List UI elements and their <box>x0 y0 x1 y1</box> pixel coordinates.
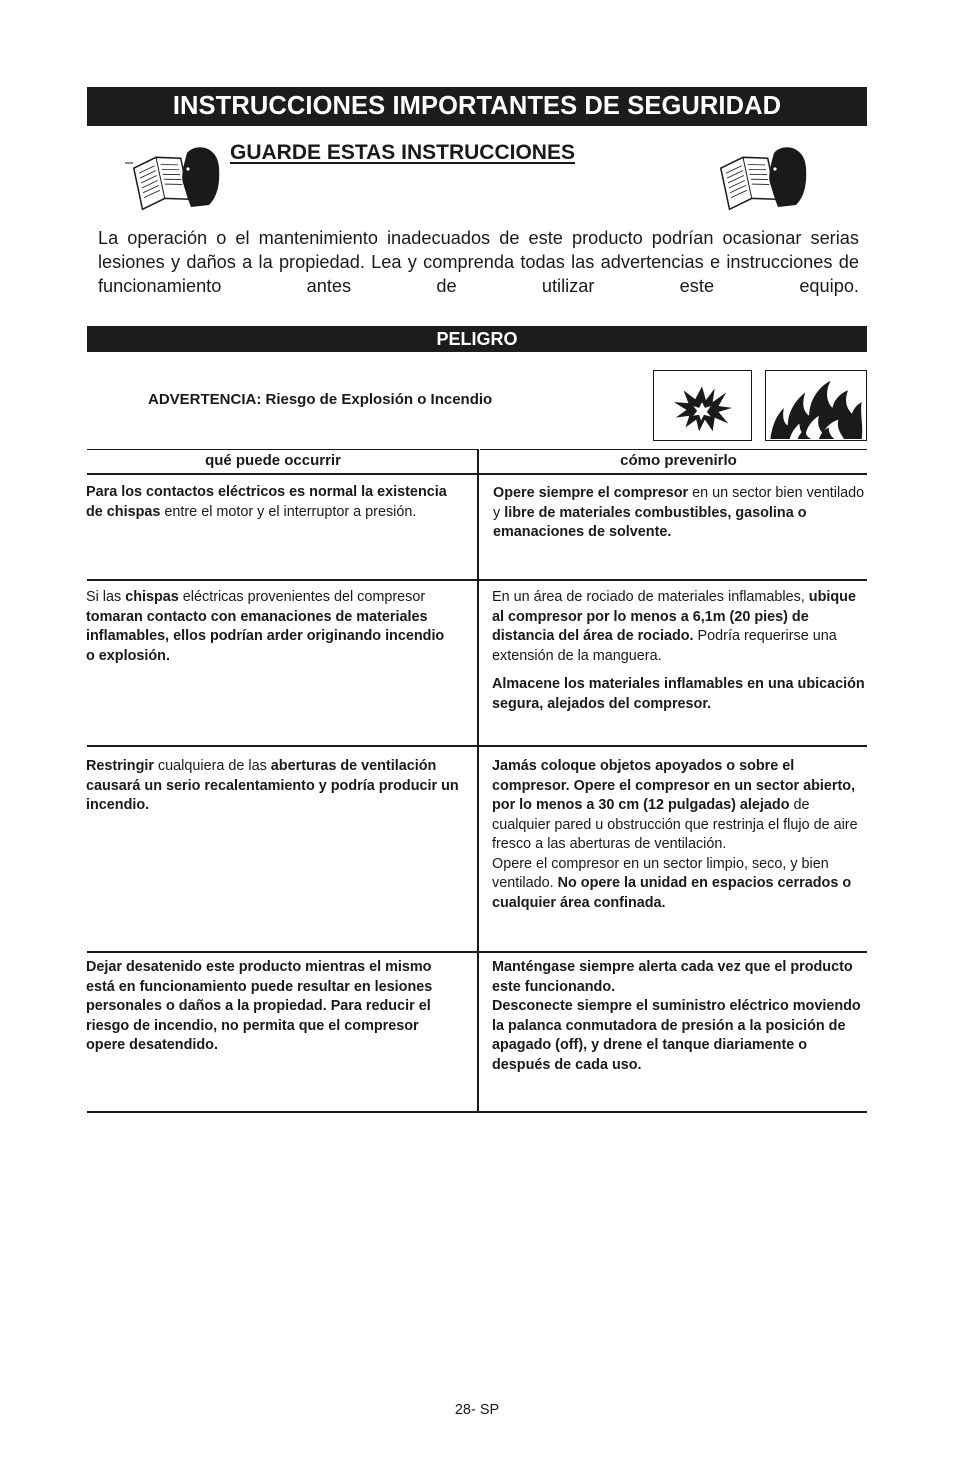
table-cell-paragraph <box>86 483 466 522</box>
table-cell-paragraph <box>86 588 456 666</box>
bold-text: Manténgase siempre alerta cada vez que el producto este funcionando. <box>492 959 853 995</box>
text-run: eléctricas provenientes del compresor <box>178 589 426 605</box>
bold-text: libre de materiales combustibles, gasolina o emanaciones de solvente. <box>493 504 807 540</box>
bold-text: Jamás coloque objetos apoyados o sobre el compresor. Opere el compresor en un sector abierto, por lo menos a 30 cm (12 pulgadas) alejado <box>492 758 856 813</box>
table-cell-paragraph <box>86 958 461 1056</box>
text-run: En un área de rociado de materiales inflamables, <box>492 589 809 605</box>
explosion-icon <box>653 370 752 441</box>
bold-text: Para los contactos eléctricos es normal la existencia de chispas <box>86 484 447 520</box>
text-run: Opere el compresor en un sector limpio, seco, y bien ventilado. <box>492 855 829 891</box>
table-cell-right <box>492 757 868 913</box>
table-column-divider <box>477 449 479 1112</box>
table-cell-paragraph <box>492 675 867 714</box>
read-manual-icon <box>125 141 220 216</box>
read-manual-icon <box>712 141 807 216</box>
table-cell-right <box>492 958 868 1075</box>
page-number: 28- SP <box>454 1402 500 1418</box>
bold-text: chispas <box>125 589 179 605</box>
text-run: entre el motor y el interruptor a presión. <box>160 503 417 520</box>
save-instructions-heading: GUARDE ESTAS INSTRUCCIONES <box>230 141 575 164</box>
table-cell-left <box>86 588 456 666</box>
table-cell-left <box>86 757 461 816</box>
bold-text: ubique al compresor por lo menos a 6,1m (20 pies) de distancia del área de rociado. <box>492 589 856 644</box>
fire-icon <box>765 370 867 441</box>
text-run: Si las <box>86 589 126 605</box>
warning-title: ADVERTENCIA: Riesgo de Explosión o Incendio <box>148 391 493 408</box>
intro-paragraph: La operación o el mantenimiento inadecuados de este producto podrían ocasionar serias lesiones y daños a la propiedad. Lea y comprenda todas las advertencias e instrucciones de funcionamiento antes de utilizar este equipo. <box>98 228 859 296</box>
column-header-what: qué puede occurrir <box>205 452 341 469</box>
table-cell-left <box>86 483 466 522</box>
table-bottom-rule <box>87 1111 867 1113</box>
danger-label: PELIGRO <box>87 326 867 352</box>
bold-text: Opere siempre el compresor <box>493 485 689 501</box>
bold-text: No opere la unidad en espacios cerrados o cualquier área confinada. <box>492 875 852 911</box>
table-cell-paragraph <box>492 588 867 666</box>
table-cell-paragraph <box>492 997 868 1075</box>
table-cell-left <box>86 958 461 1056</box>
column-header-how: cómo prevenirlo <box>620 452 737 469</box>
bold-text: Almacene los materiales inflamables en una ubicación segura, alejados del compresor. <box>492 676 865 712</box>
table-cell-paragraph <box>493 484 867 543</box>
bold-text: Dejar desatenido este producto mientras el mismo está en funcionamiento puede resultar en lesiones personales o daños a la propiedad. Para reducir el riesgo de incendio, no permita que el compresor opere desatendido. <box>86 959 433 1053</box>
bold-text: aberturas de ventilación causará un serio recalentamiento y podría producir un incendio. <box>86 758 459 813</box>
table-row-rule <box>87 579 867 581</box>
text-run: Podría requerirse una extensión de la manguera. <box>492 628 837 664</box>
table-top-rule <box>480 449 867 450</box>
text-run: cualquiera de las <box>153 758 271 774</box>
table-cell-right <box>493 484 867 543</box>
table-cell-paragraph <box>86 757 461 816</box>
bold-text: tomaran contacto con emanaciones de materiales inflamables, ellos podrían arder originando incendio o explosión. <box>86 608 445 664</box>
text-run: de cualquier pared u obstrucción que restrinja el flujo de aire fresco a las aberturas de ventilación. <box>492 797 858 852</box>
text-run: en un sector bien ventilado y <box>493 485 865 521</box>
table-cell-paragraph <box>492 958 868 997</box>
table-cell-right <box>492 588 867 714</box>
table-top-rule <box>87 449 477 450</box>
page-title: INSTRUCCIONES IMPORTANTES DE SEGURIDAD <box>87 87 867 126</box>
table-row-rule <box>87 745 867 747</box>
bold-text: Desconecte siempre el suministro eléctrico moviendo la palanca conmutadora de presión a la posición de apagado (off), y drene el tanque diariamente o después de cada uso. <box>492 998 861 1073</box>
table-cell-paragraph <box>492 855 868 914</box>
table-cell-paragraph <box>492 757 868 855</box>
table-row-rule <box>87 951 867 953</box>
bold-text: Restringir <box>86 758 154 774</box>
